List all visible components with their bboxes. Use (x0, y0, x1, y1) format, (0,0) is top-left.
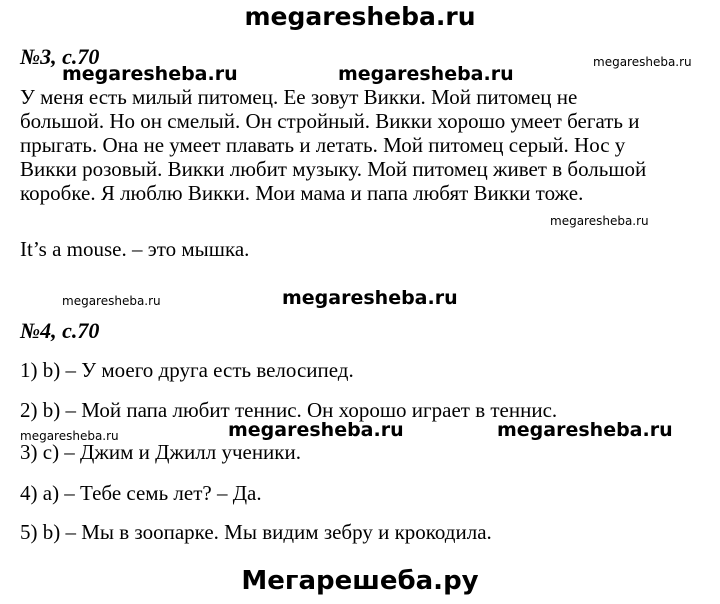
watermark: megaresheba.ru (228, 419, 404, 441)
task4-answer-4: 4) a) – Тебе семь лет? – Да. (20, 481, 262, 505)
task3-heading: №3, с.70 (20, 44, 100, 69)
watermark: megaresheba.ru (62, 294, 161, 308)
task3-paragraph (20, 85, 700, 205)
watermark: megaresheba.ru (20, 429, 119, 443)
task4-heading: №4, с.70 (20, 318, 100, 343)
watermark: megaresheba.ru (338, 63, 514, 85)
task4-answer-1: 1) b) – У моего друга есть велосипед. (20, 358, 354, 382)
paragraph-line: прыгать. Она не умеет плавать и летать. Мой питомец серый. Нос у (20, 133, 626, 157)
watermark: megaresheba.ru (282, 287, 458, 309)
task4-answer-5: 5) b) – Мы в зоопарке. Мы видим зебру и крокодила. (20, 520, 492, 544)
watermark: megaresheba.ru (593, 55, 692, 69)
paragraph-line: коробке. Я люблю Викки. Мои мама и папа любят Викки тоже. (20, 181, 584, 205)
paragraph-line: большой. Но он смелый. Он стройный. Викки хорошо умеет бегать и (20, 109, 640, 133)
task4-answer-3: 3) c) – Джим и Джилл ученики. (20, 440, 301, 464)
task3-answer: It’s a mouse. – это мышка. (20, 237, 250, 261)
site-footer: Мегарешеба.ру (241, 566, 479, 596)
watermark: megaresheba.ru (497, 419, 673, 441)
watermark: megaresheba.ru (550, 214, 649, 228)
paragraph-line: У меня есть милый питомец. Ее зовут Викки. Мой питомец не (20, 85, 578, 109)
task4-answer-2: 2) b) – Мой папа любит теннис. Он хорошо играет в теннис. (20, 398, 558, 422)
site-header: megaresheba.ru (244, 2, 476, 31)
watermark: megaresheba.ru (62, 63, 238, 85)
paragraph-line: Викки розовый. Викки любит музыку. Мой питомец живет в большой (20, 157, 647, 181)
